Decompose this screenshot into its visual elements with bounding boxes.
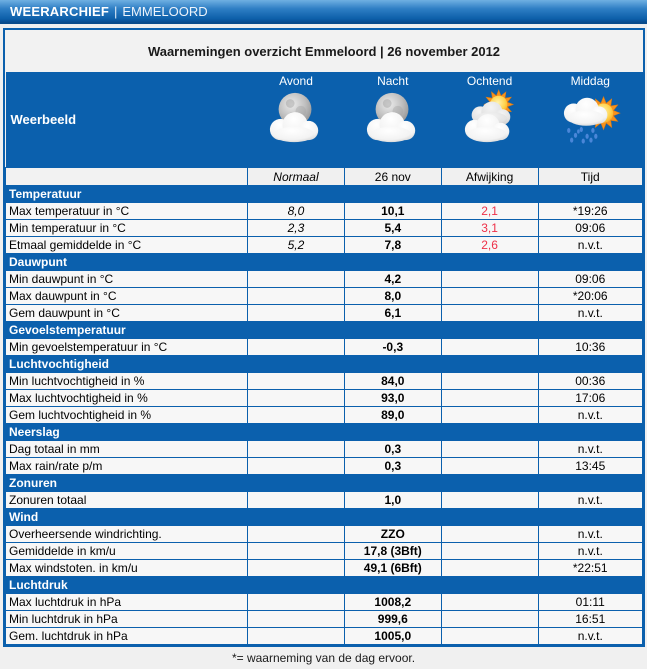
row-label: Max temperatuur in °C (6, 203, 248, 220)
table-row (6, 203, 643, 220)
table-row (6, 305, 643, 322)
value-normaal: 5,2 (248, 237, 345, 254)
value-observed: 49,1 (6Bft) (344, 560, 441, 577)
value-observed: 10,1 (344, 203, 441, 220)
table-row (6, 390, 643, 407)
table-row (6, 339, 643, 356)
value-normaal (248, 390, 345, 407)
row-label: Min temperatuur in °C (6, 220, 248, 237)
weerbeeld-label: Weerbeeld (6, 72, 248, 168)
value-tijd: n.v.t. (538, 237, 643, 254)
sun-cloud-rain-icon (559, 89, 621, 145)
value-normaal (248, 543, 345, 560)
value-normaal: 8,0 (248, 203, 345, 220)
table-row (6, 526, 643, 543)
section-header-row (6, 356, 643, 373)
value-tijd: n.v.t. (538, 628, 643, 645)
section-header-row (6, 424, 643, 441)
sun-clouds-icon (459, 89, 521, 145)
value-tijd: 09:06 (538, 271, 643, 288)
row-label: Min gevoelstemperatuur in °C (6, 339, 248, 356)
value-tijd: n.v.t. (538, 492, 643, 509)
value-observed: -0,3 (344, 339, 441, 356)
section-header-row (6, 254, 643, 271)
value-tijd: 00:36 (538, 373, 643, 390)
table-row (6, 611, 643, 628)
brand-separator: | (113, 3, 118, 19)
value-observed: 93,0 (344, 390, 441, 407)
table-row (6, 441, 643, 458)
moon-cloud-icon (265, 89, 327, 145)
value-observed: 1,0 (344, 492, 441, 509)
value-tijd: 09:06 (538, 220, 643, 237)
row-label: Zonuren totaal (6, 492, 248, 509)
moon-cloud-icon (362, 89, 424, 145)
weerbeeld-period-middag (538, 72, 643, 168)
value-afwijking (441, 441, 538, 458)
value-tijd: 01:11 (538, 594, 643, 611)
section-header-row (6, 475, 643, 492)
value-normaal (248, 458, 345, 475)
value-observed: 5,4 (344, 220, 441, 237)
value-afwijking (441, 288, 538, 305)
section-title: Temperatuur (6, 186, 643, 203)
value-observed: 0,3 (344, 441, 441, 458)
value-normaal (248, 373, 345, 390)
column-header-spacer (6, 168, 248, 186)
value-observed: 7,8 (344, 237, 441, 254)
value-tijd: 13:45 (538, 458, 643, 475)
row-label: Max windstoten. in km/u (6, 560, 248, 577)
value-afwijking (441, 594, 538, 611)
value-normaal (248, 594, 345, 611)
value-normaal (248, 628, 345, 645)
table-row (6, 237, 643, 254)
table-row (6, 594, 643, 611)
value-observed: 84,0 (344, 373, 441, 390)
title-row (6, 30, 643, 72)
value-tijd: 16:51 (538, 611, 643, 628)
period-label: Nacht (377, 74, 409, 88)
value-normaal (248, 611, 345, 628)
row-label: Overheersende windrichting. (6, 526, 248, 543)
table-row (6, 407, 643, 424)
observations-table (5, 30, 643, 645)
value-normaal (248, 271, 345, 288)
section-header-row (6, 577, 643, 594)
table-row (6, 628, 643, 645)
value-normaal (248, 526, 345, 543)
period-label: Ochtend (466, 74, 513, 88)
section-header-row (6, 186, 643, 203)
row-label: Gem dauwpunt in °C (6, 305, 248, 322)
value-observed: ZZO (344, 526, 441, 543)
row-label: Max rain/rate p/m (6, 458, 248, 475)
value-afwijking (441, 305, 538, 322)
value-observed: 6,1 (344, 305, 441, 322)
value-normaal (248, 339, 345, 356)
row-label: Min luchtvochtigheid in % (6, 373, 248, 390)
value-observed: 1005,0 (344, 628, 441, 645)
value-afwijking: 3,1 (441, 220, 538, 237)
row-label: Gem luchtvochtigheid in % (6, 407, 248, 424)
section-title: Neerslag (6, 424, 643, 441)
value-tijd: *22:51 (538, 560, 643, 577)
row-label: Gem. luchtdruk in hPa (6, 628, 248, 645)
period-label: Middag (570, 74, 610, 88)
value-observed: 4,2 (344, 271, 441, 288)
value-afwijking (441, 458, 538, 475)
value-normaal (248, 492, 345, 509)
section-header-row (6, 322, 643, 339)
page-title: Waarnemingen overzicht Emmeloord | 26 november 2012 (6, 30, 643, 72)
row-label: Max luchtvochtigheid in % (6, 390, 248, 407)
row-label: Gemiddelde in km/u (6, 543, 248, 560)
value-normaal (248, 305, 345, 322)
section-title: Luchtvochtigheid (6, 356, 643, 373)
table-row (6, 288, 643, 305)
value-afwijking: 2,1 (441, 203, 538, 220)
section-title: Wind (6, 509, 643, 526)
value-afwijking (441, 407, 538, 424)
value-tijd: n.v.t. (538, 543, 643, 560)
value-observed: 999,6 (344, 611, 441, 628)
weerbeeld-period-ochtend (441, 72, 538, 168)
section-title: Dauwpunt (6, 254, 643, 271)
row-label: Etmaal gemiddelde in °C (6, 237, 248, 254)
table-row (6, 492, 643, 509)
row-label: Max luchtdruk in hPa (6, 594, 248, 611)
row-label: Min luchtdruk in hPa (6, 611, 248, 628)
column-header-date: 26 nov (344, 168, 441, 186)
value-observed: 89,0 (344, 407, 441, 424)
value-afwijking (441, 611, 538, 628)
section-title: Gevoelstemperatuur (6, 322, 643, 339)
section-header-row (6, 509, 643, 526)
table-row (6, 271, 643, 288)
value-observed: 17,8 (3Bft) (344, 543, 441, 560)
value-observed: 8,0 (344, 288, 441, 305)
app-header (0, 0, 647, 24)
value-afwijking (441, 271, 538, 288)
value-tijd: n.v.t. (538, 441, 643, 458)
value-normaal (248, 288, 345, 305)
column-header-normaal: Normaal (248, 168, 345, 186)
value-afwijking (441, 628, 538, 645)
column-header-tijd: Tijd (538, 168, 643, 186)
row-label: Dag totaal in mm (6, 441, 248, 458)
value-afwijking (441, 492, 538, 509)
weerbeeld-row (6, 72, 643, 168)
value-normaal (248, 407, 345, 424)
value-normaal: 2,3 (248, 220, 345, 237)
value-tijd: *20:06 (538, 288, 643, 305)
column-header-row (6, 168, 643, 186)
value-afwijking (441, 373, 538, 390)
value-afwijking (441, 560, 538, 577)
value-normaal (248, 560, 345, 577)
value-tijd: n.v.t. (538, 526, 643, 543)
value-tijd: 10:36 (538, 339, 643, 356)
section-title: Zonuren (6, 475, 643, 492)
value-observed: 0,3 (344, 458, 441, 475)
footnote: *= waarneming van de dag ervoor. (231, 651, 416, 665)
table-row (6, 560, 643, 577)
value-afwijking (441, 390, 538, 407)
value-tijd: n.v.t. (538, 305, 643, 322)
value-tijd: 17:06 (538, 390, 643, 407)
weather-archive-panel (3, 28, 645, 647)
value-afwijking (441, 543, 538, 560)
section-title: Luchtdruk (6, 577, 643, 594)
value-afwijking: 2,6 (441, 237, 538, 254)
value-observed: 1008,2 (344, 594, 441, 611)
period-label: Avond (279, 74, 313, 88)
column-header-afwijking: Afwijking (441, 168, 538, 186)
weerbeeld-period-avond (248, 72, 345, 168)
table-row (6, 458, 643, 475)
value-afwijking (441, 526, 538, 543)
table-row (6, 373, 643, 390)
row-label: Min dauwpunt in °C (6, 271, 248, 288)
table-row (6, 543, 643, 560)
table-row (6, 220, 643, 237)
weerbeeld-period-nacht (344, 72, 441, 168)
value-tijd: n.v.t. (538, 407, 643, 424)
value-normaal (248, 441, 345, 458)
brand-location: EMMELOORD (122, 3, 208, 19)
value-afwijking (441, 339, 538, 356)
brand-title: WEERARCHIEF (10, 3, 109, 19)
row-label: Max dauwpunt in °C (6, 288, 248, 305)
value-tijd: *19:26 (538, 203, 643, 220)
